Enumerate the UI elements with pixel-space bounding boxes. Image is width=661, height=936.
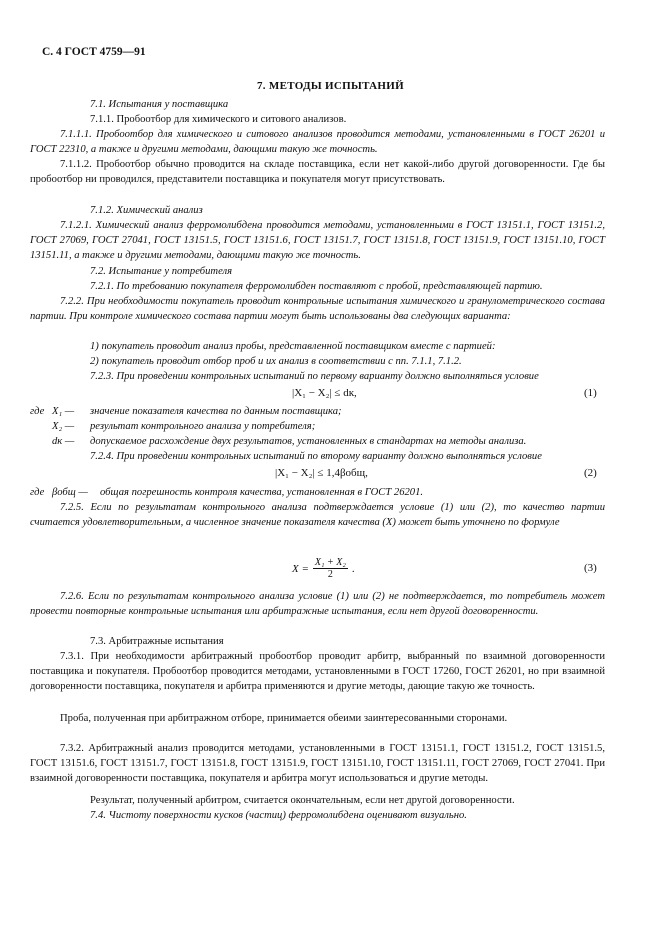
page-header: С. 4 ГОСТ 4759—91 bbox=[42, 46, 146, 58]
para-7-2-2: 7.2.2. При необходимости покупатель проводит контрольные испытания химического и гранулометрического состава партии. При контроле химического состава партии могут быть использованы два следующих варианта: bbox=[30, 296, 605, 323]
section-title: 7. МЕТОДЫ ИСПЫТАНИЙ bbox=[257, 80, 404, 92]
para-7-1-2-1: 7.1.2.1. Химический анализ ферромолибдена проводится методами, установленными в ГОСТ 13151.1, ГОСТ 13151.2, ГОСТ 27069, ГОСТ 27041, ГОСТ 13151.5, ГОСТ 13151.6, ГОСТ 13151.7, ГОСТ 13151.8, ГОСТ 13151.9, ГОСТ 13151.10, ГОСТ 13151.11, а также и другими методами, дающими такую же точность. bbox=[30, 220, 605, 262]
where-2-lead: где bbox=[30, 487, 45, 498]
para-7-1: 7.1. Испытания у поставщика bbox=[90, 99, 229, 110]
formula-3-denominator: 2 bbox=[327, 569, 333, 580]
para-7-3-1: 7.3.1. При необходимости арбитражный пробоотбор проводит арбитр, выбранный по взаимной договоренности поставщика и покупателя. Пробоотбор проводится методами, установленными в ГОСТ 17260, ГОСТ 26201, но при взаимной договоренности поставщика, покупателя и арбитра применяются и другие методы, дающие такую же точность. bbox=[30, 651, 605, 693]
where-1-lead: где bbox=[30, 406, 45, 417]
para-7-4: 7.4. Чистоту поверхности кусков (частиц) ферромолибдена оценивают визуально. bbox=[90, 810, 467, 821]
where-1-desc-1: значение показателя качества по данным поставщика; bbox=[90, 406, 342, 417]
formula-2-number: (2) bbox=[584, 467, 597, 479]
where-2-sym: βобщ — bbox=[52, 487, 88, 498]
where-1-desc-2: результат контрольного анализа у потребителя; bbox=[90, 421, 316, 432]
variant-1: 1) покупатель проводит анализ пробы, представленной поставщиком вместе с партией: bbox=[90, 341, 496, 352]
para-7-2-6: 7.2.6. Если по результатам контрольного анализа условие (1) или (2) не подтверждается, то потребитель может провести повторные контрольные испытания или арбитражные испытания, если нет другой договоренности. bbox=[30, 591, 605, 618]
para-7-2-4: 7.2.4. При проведении контрольных испытаний по второму варианту должно выполняться условие bbox=[90, 451, 542, 462]
formula-3-tail: . bbox=[351, 562, 355, 575]
para-7-1-1-1: 7.1.1.1. Пробоотбор для химического и ситового анализов проводится методами, установленными в ГОСТ 26201 и ГОСТ 22310, а также и другими методами, дающими такую же точность. bbox=[30, 129, 605, 156]
para-7-3-2b: Результат, полученный арбитром, считается окончательным, если нет другой договоренности. bbox=[90, 795, 515, 806]
para-7-2-3: 7.2.3. При проведении контрольных испытаний по первому варианту должно выполняться условие bbox=[90, 371, 539, 382]
where-2-desc: общая погрешность контроля качества, установленная в ГОСТ 26201. bbox=[100, 487, 424, 498]
formula-3 bbox=[292, 557, 355, 580]
para-7-1-1: 7.1.1. Пробоотбор для химического и ситового анализов. bbox=[90, 114, 347, 125]
formula-3-lhs: X = bbox=[292, 562, 309, 575]
where-1-sym-1: X₁ — bbox=[52, 406, 75, 417]
where-1-sym-2: X₂ — bbox=[52, 421, 75, 432]
formula-1: |X₁ − X₂| ≤ dк, bbox=[292, 387, 357, 399]
para-7-2-1: 7.2.1. По требованию покупателя ферромолибден поставляют с пробой, представляющей партию. bbox=[90, 281, 543, 292]
para-7-3: 7.3. Арбитражные испытания bbox=[90, 636, 224, 647]
formula-2: |X₁ − X₂| ≤ 1,4βобщ, bbox=[275, 467, 368, 479]
formula-1-number: (1) bbox=[584, 387, 597, 399]
formula-3-numerator: X₁ + X₂ bbox=[314, 557, 346, 568]
formula-3-number: (3) bbox=[584, 562, 597, 574]
para-7-1-1-2: 7.1.1.2. Пробоотбор обычно проводится на складе поставщика, если нет какой-либо другой договоренности. Где бы пробоотбор ни проводился, представители поставщика и покупателя могут присутствовать. bbox=[30, 159, 605, 186]
where-1-desc-3: допускаемое расхождение двух результатов, установленных в стандартах на методы анализа. bbox=[90, 436, 527, 447]
para-7-1-2: 7.1.2. Химический анализ bbox=[90, 205, 203, 216]
para-7-2-5: 7.2.5. Если по результатам контрольного анализа подтверждается условие (1) или (2), то качество партии считается удовлетворительным, а численное значение показателя качества (X) может быть уточнено по формуле bbox=[30, 502, 605, 529]
para-7-2: 7.2. Испытание у потребителя bbox=[90, 266, 233, 277]
variant-2: 2) покупатель проводит отбор проб и их анализ в соответствии с пп. 7.1.1, 7.1.2. bbox=[90, 356, 462, 367]
where-1-sym-3: dк — bbox=[52, 436, 75, 447]
para-7-3-2: 7.3.2. Арбитражный анализ проводится методами, установленными в ГОСТ 13151.1, ГОСТ 13151.2, ГОСТ 13151.5, ГОСТ 13151.6, ГОСТ 13151.7, ГОСТ 13151.8, ГОСТ 13151.9, ГОСТ 13151.10, ГОСТ 13151.11, ГОСТ 27069, ГОСТ 27041. При взаимной договоренности поставщика, покупателя и арбитра могут использоваться и другие методы. bbox=[30, 743, 605, 785]
para-7-3-1b: Проба, полученная при арбитражном отборе, принимается обеими заинтересованными сторонами. bbox=[60, 713, 508, 724]
formula-3-fraction bbox=[313, 557, 348, 580]
